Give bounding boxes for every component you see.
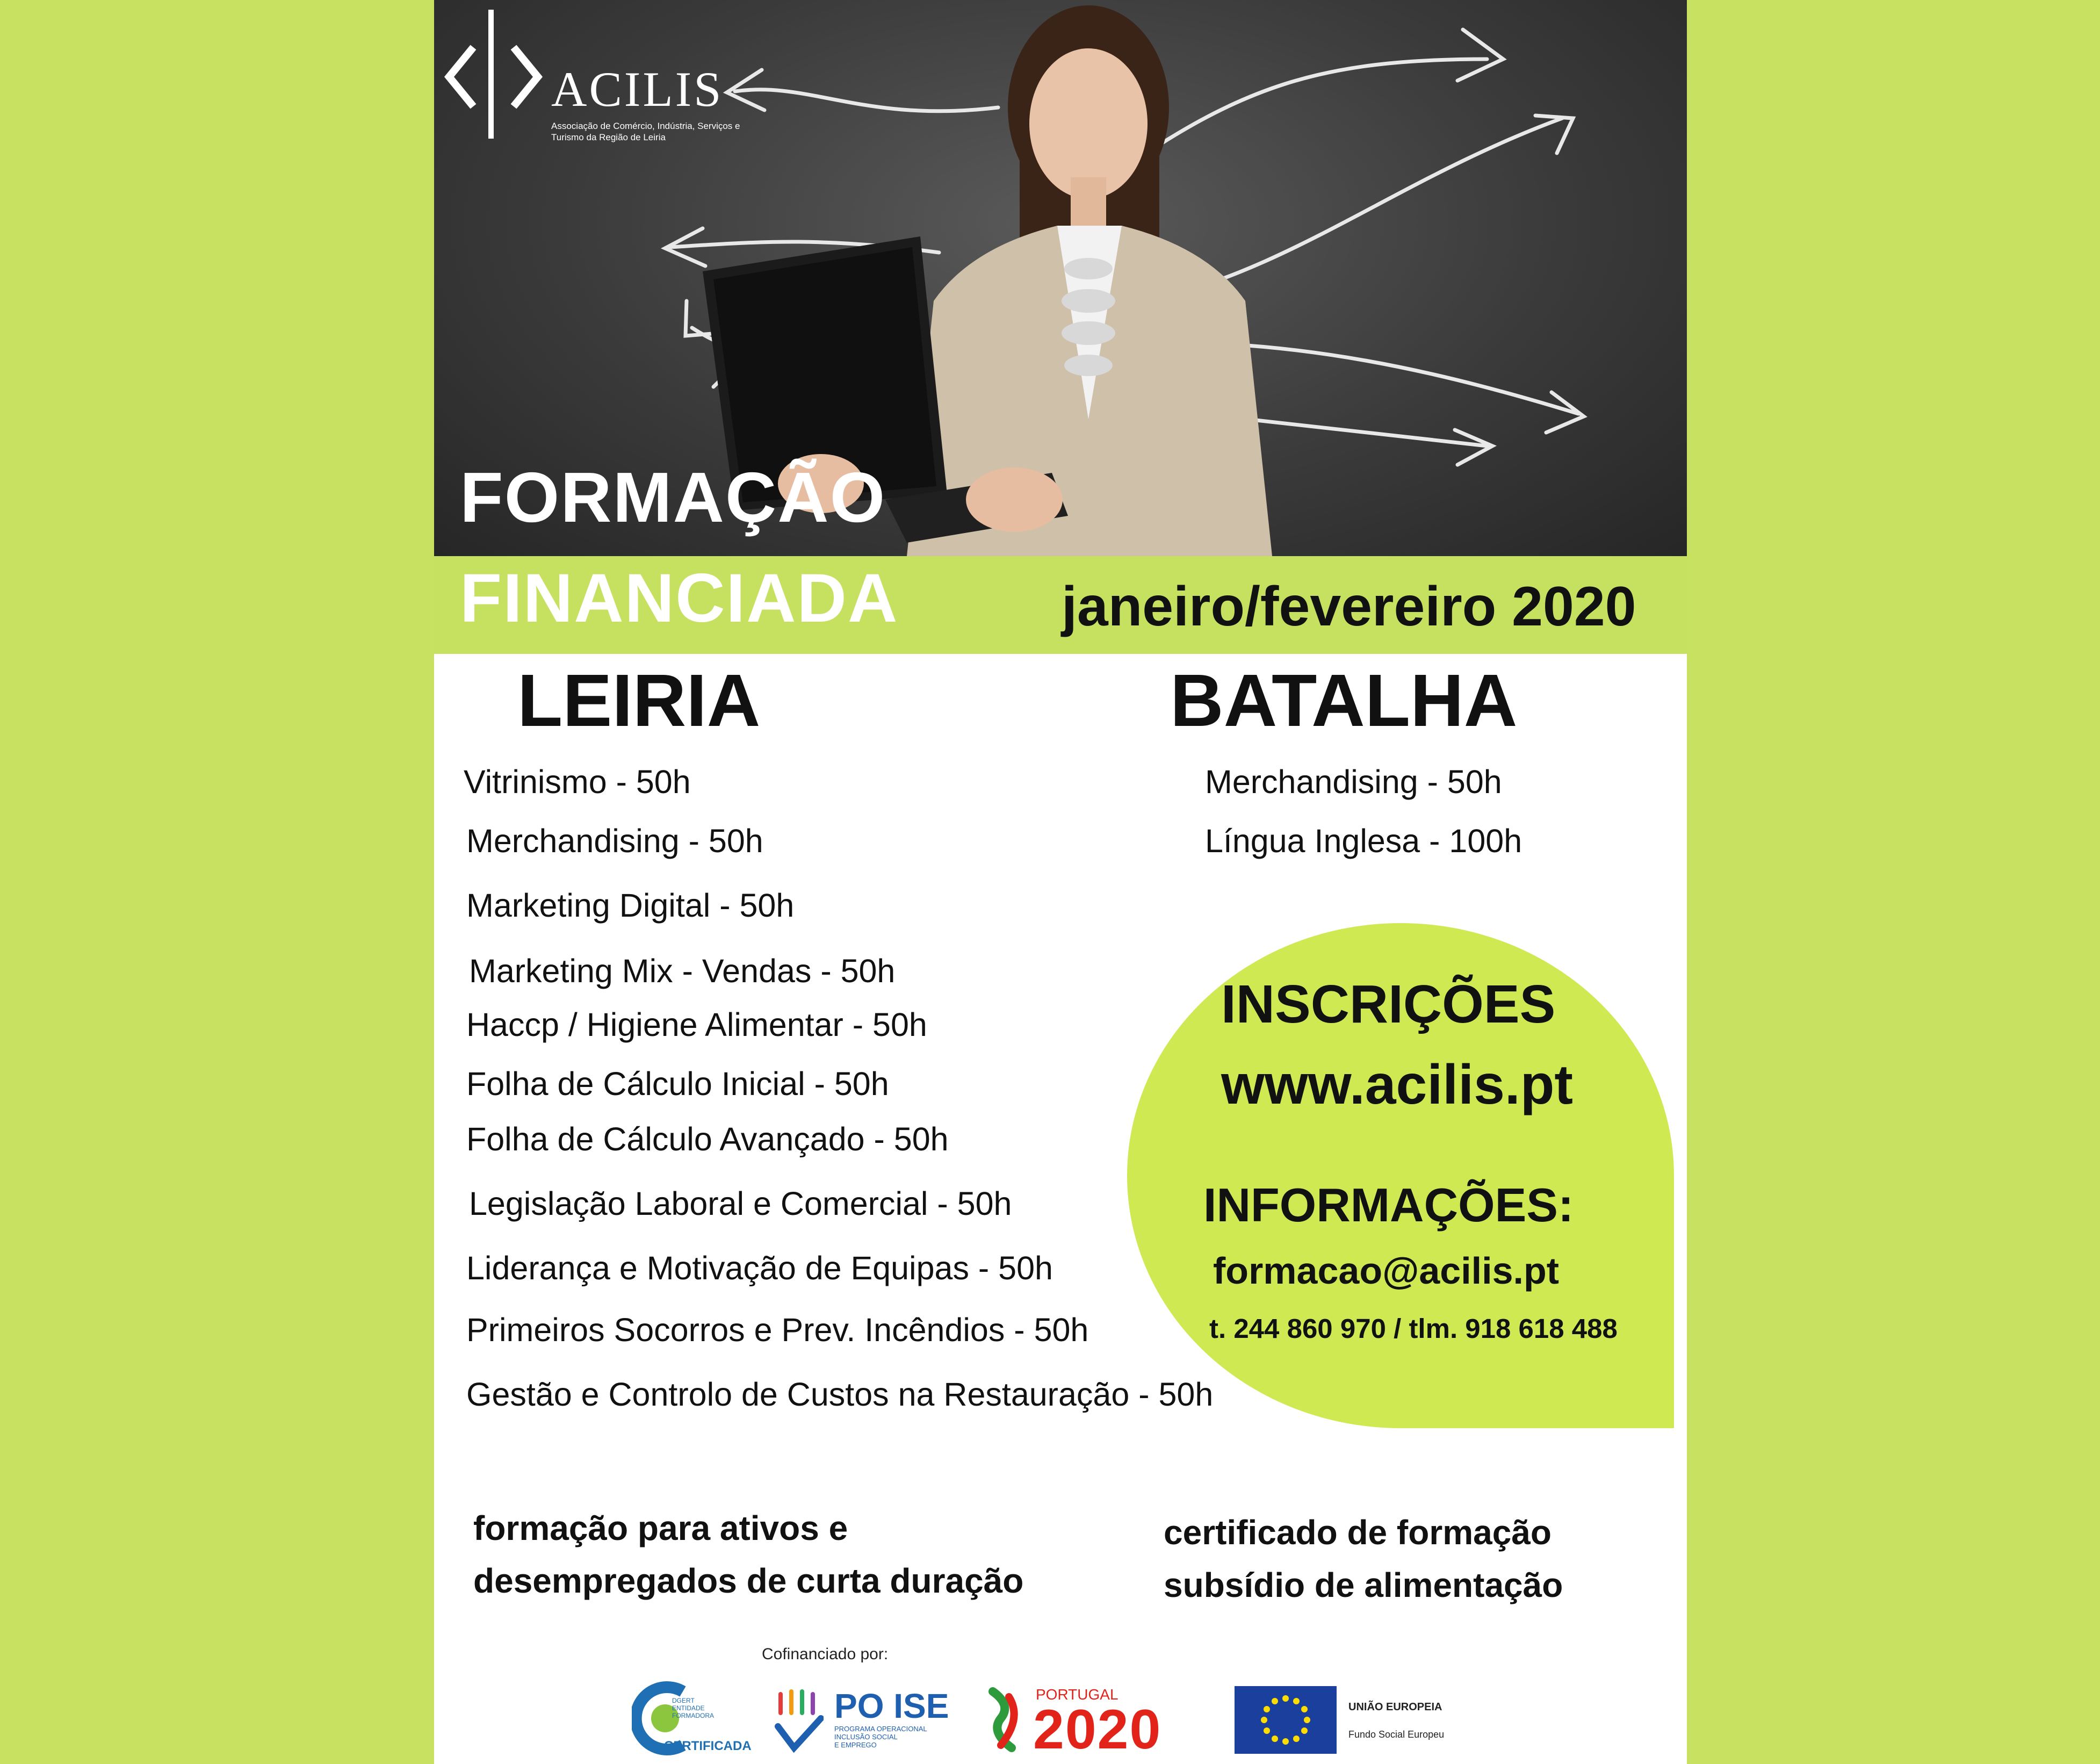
portugal2020-year: 2020 (1033, 1698, 1162, 1761)
headline-formacao: FORMAÇÃO (460, 458, 886, 537)
dgert-label (672, 1697, 745, 1719)
info-email-link[interactable]: formacao@acilis.pt (1213, 1250, 1560, 1292)
footer-right-line: subsídio de alimentação (1164, 1566, 1563, 1604)
poise-caption-line: PROGRAMA OPERACIONAL (834, 1725, 927, 1733)
footer-right-line: certificado de formação (1164, 1513, 1551, 1552)
footer-left-line: formação para ativos e (473, 1509, 848, 1547)
course-item: Língua Inglesa - 100h (1205, 823, 1522, 859)
footer-left-text (473, 1502, 1023, 1607)
course-item: Primeiros Socorros e Prev. Incêndios - 50h (466, 1312, 1089, 1348)
poise-name: PO ISE (834, 1687, 949, 1725)
headline-financiada: FINANCIADA (460, 560, 899, 637)
poise-caption-line: E EMPREGO (834, 1741, 877, 1749)
poise-people-icon (773, 1681, 824, 1756)
poise-logo (773, 1681, 950, 1756)
course-item: Gestão e Controlo de Custos na Restauração - 50h (466, 1376, 1214, 1413)
poise-caption-line: INCLUSÃO SOCIAL (834, 1733, 898, 1741)
eu-flag-icon (1235, 1686, 1337, 1754)
eu-fund-label: Fundo Social Europeu (1348, 1729, 1445, 1740)
course-item: Folha de Cálculo Inicial - 50h (466, 1065, 889, 1102)
city-heading-batalha: BATALHA (1170, 659, 1518, 742)
info-phones: t. 244 860 970 / tlm. 918 618 488 (1209, 1313, 1618, 1344)
dgert-entity: ENTIDADE FORMADORA (672, 1704, 714, 1719)
registration-website-link[interactable]: www.acilis.pt (1221, 1054, 1573, 1116)
acilis-logo (444, 10, 745, 165)
footer-right-text (1164, 1506, 1563, 1611)
acilis-logo-mark-icon (444, 10, 546, 139)
course-item: Legislação Laboral e Comercial - 50h (469, 1185, 1012, 1222)
dgert-certified: CERTIFICADA (664, 1739, 752, 1753)
registration-title: INSCRIÇÕES (1221, 974, 1556, 1034)
dgert-logo (632, 1681, 752, 1756)
poster (434, 0, 1687, 1764)
course-item: Merchandising - 50h (466, 823, 763, 859)
headline-period: janeiro/fevereiro 2020 (1062, 575, 1636, 638)
acilis-logo-subtitle: Associação de Comércio, Indústria, Serviços e Turismo da Região de Leiria (551, 121, 740, 142)
course-item: Liderança e Motivação de Equipas - 50h (466, 1250, 1053, 1286)
course-item: Haccp / Higiene Alimentar - 50h (466, 1006, 927, 1043)
info-title: INFORMAÇÕES: (1203, 1178, 1574, 1232)
eu-logo (1235, 1686, 1476, 1756)
course-item: Marketing Mix - Vendas - 50h (469, 953, 896, 989)
portugal2020-label: PORTUGAL (1036, 1686, 1118, 1703)
portugal2020-mark-icon (979, 1681, 1028, 1756)
acilis-logo-name: ACILIS (551, 62, 724, 117)
course-item: Folha de Cálculo Avançado - 50h (466, 1121, 949, 1157)
city-heading-leiria: LEIRIA (517, 659, 761, 742)
course-item: Vitrinismo - 50h (464, 764, 691, 800)
course-item: Merchandising - 50h (1205, 764, 1502, 800)
portugal2020-logo (979, 1681, 1205, 1761)
poise-caption (834, 1725, 927, 1749)
footer-left-line: desempregados de curta duração (473, 1561, 1024, 1600)
cofinanced-label: Cofinanciado por: (762, 1645, 889, 1663)
course-item: Marketing Digital - 50h (466, 887, 795, 924)
eu-label: UNIÃO EUROPEIA (1348, 1701, 1442, 1713)
dgert-name: DGERT (672, 1697, 695, 1704)
hero-photo (434, 0, 1687, 556)
